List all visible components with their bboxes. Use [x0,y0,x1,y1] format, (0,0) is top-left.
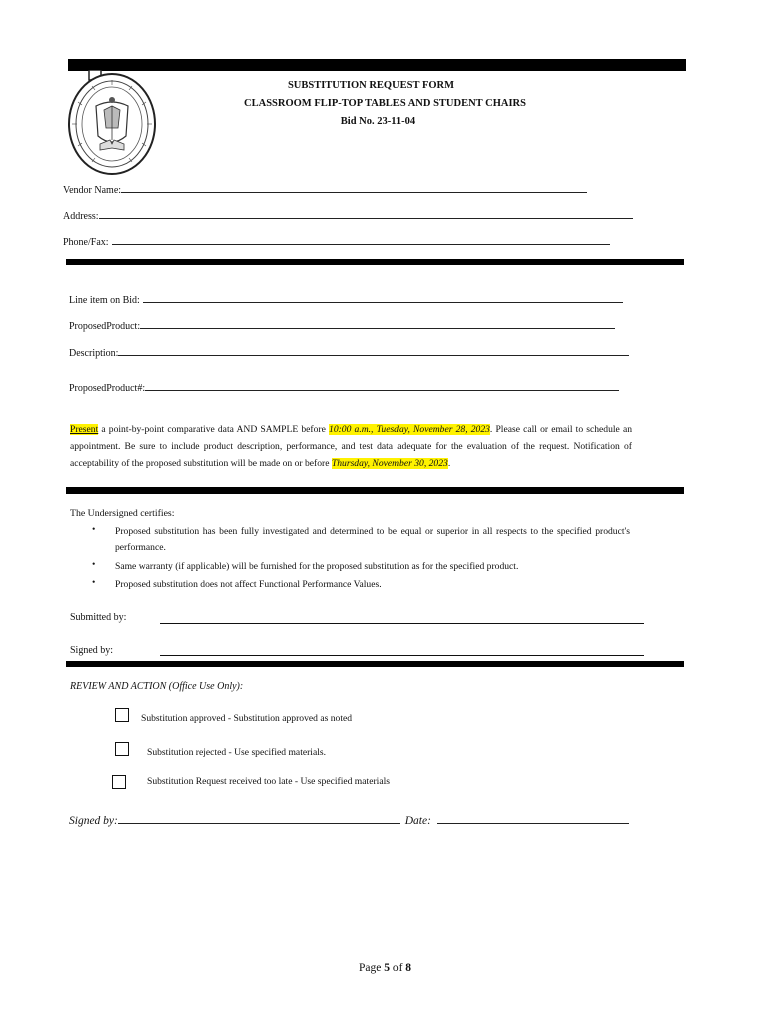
certification-bullet: • Same warranty (if applicable) will be furnished for the proposed substitution as for the specified product. [92,559,630,575]
deadline-2: Thursday, November 30, 2023 [331,458,448,469]
page-number [0,962,770,974]
phone-fax-label: Phone/Fax: [63,237,109,248]
deadline-1: 10:00 a.m., Tuesday, November 28, 2023 [329,424,490,435]
certification-intro: The Undersigned certifies: [70,508,175,519]
proposed-product-num-label: ProposedProduct#: [69,383,146,394]
form-subtitle: CLASSROOM FLIP-TOP TABLES AND STUDENT CHAIRS [244,98,526,109]
too-late-label: Substitution Request received too late - Use specified materials [147,776,390,787]
rejected-label: Substitution rejected - Use specified materials. [147,747,327,758]
description-line[interactable] [118,346,629,356]
line-item-field[interactable] [69,293,623,306]
section-rule-1 [66,259,684,265]
address-field[interactable] [63,209,633,222]
line-item-line[interactable] [143,293,623,303]
instructions-text-1: a point-by-point comparative data AND SAMPLE before [98,424,330,435]
bid-number: Bid No. 23-11-04 [340,116,416,127]
signed-by-line[interactable] [160,655,644,656]
instructions-text-3: . [447,458,451,469]
review-date-label: Date: [404,815,431,827]
submitted-by-label: Submitted by: [70,612,127,623]
too-late-checkbox[interactable] [112,775,126,789]
approved-checkbox[interactable] [115,708,129,722]
line-item-label: Line item on Bid: [69,295,140,306]
page-current: 5 [384,962,390,974]
form-title: SUBSTITUTION REQUEST FORM [287,80,455,91]
vendor-name-line[interactable] [121,183,587,193]
proposed-product-num-field[interactable] [69,381,619,394]
description-label: Description: [69,348,119,359]
present-word: Present [70,424,99,435]
phone-fax-field[interactable] [63,235,610,248]
page-total: 8 [405,962,412,974]
certification-bullet-text: Proposed substitution has been fully investigated and determined to be equal or superior in all respects to the specified product's performance. [115,526,630,553]
page-prefix: Page [358,962,385,974]
section-rule-2 [66,487,684,494]
header-rule [68,59,686,71]
proposed-product-label: ProposedProduct: [69,321,141,332]
section-rule-3 [66,661,684,667]
vendor-name-field[interactable] [63,183,587,196]
certification-bullet-text: Same warranty (if applicable) will be furnished for the proposed substitution as for the specified product. [115,561,519,572]
review-signed-by-line[interactable] [118,812,400,824]
review-signed-by-field[interactable] [69,812,629,827]
review-date-line[interactable] [437,812,629,824]
instructions-paragraph [70,421,632,472]
review-signed-by-label: Signed by: [69,815,118,827]
page-of: of [389,962,406,974]
submitted-by-line[interactable] [160,623,644,624]
instructions-text-2: . Please call or email to schedule an appointment. Be sure to include product description, performance, and test data adequate for the evaluation of the request. Notification of acceptability of the proposed substitution will be made on or before [70,424,632,469]
proposed-product-line[interactable] [140,319,615,329]
rejected-checkbox[interactable] [115,742,129,756]
certification-bullet: • Proposed substitution has been fully investigated and determined to be equal or superior in all respects to the specified product's performance. [92,524,630,556]
phone-fax-line[interactable] [112,235,610,245]
address-line[interactable] [99,209,633,219]
certification-bullet: • Proposed substitution does not affect Functional Performance Values. [92,577,630,593]
address-label: Address: [63,211,99,222]
review-heading: REVIEW AND ACTION (Office Use Only): [70,681,244,692]
description-field[interactable] [69,346,629,359]
proposed-product-num-line[interactable] [145,381,619,391]
signed-by-label: Signed by: [70,645,114,656]
proposed-product-field[interactable] [69,319,615,332]
vendor-name-label: Vendor Name: [63,185,122,196]
approved-label: Substitution approved - Substitution approved as noted [141,713,353,724]
certification-bullet-text: Proposed substitution does not affect Functional Performance Values. [115,579,382,590]
